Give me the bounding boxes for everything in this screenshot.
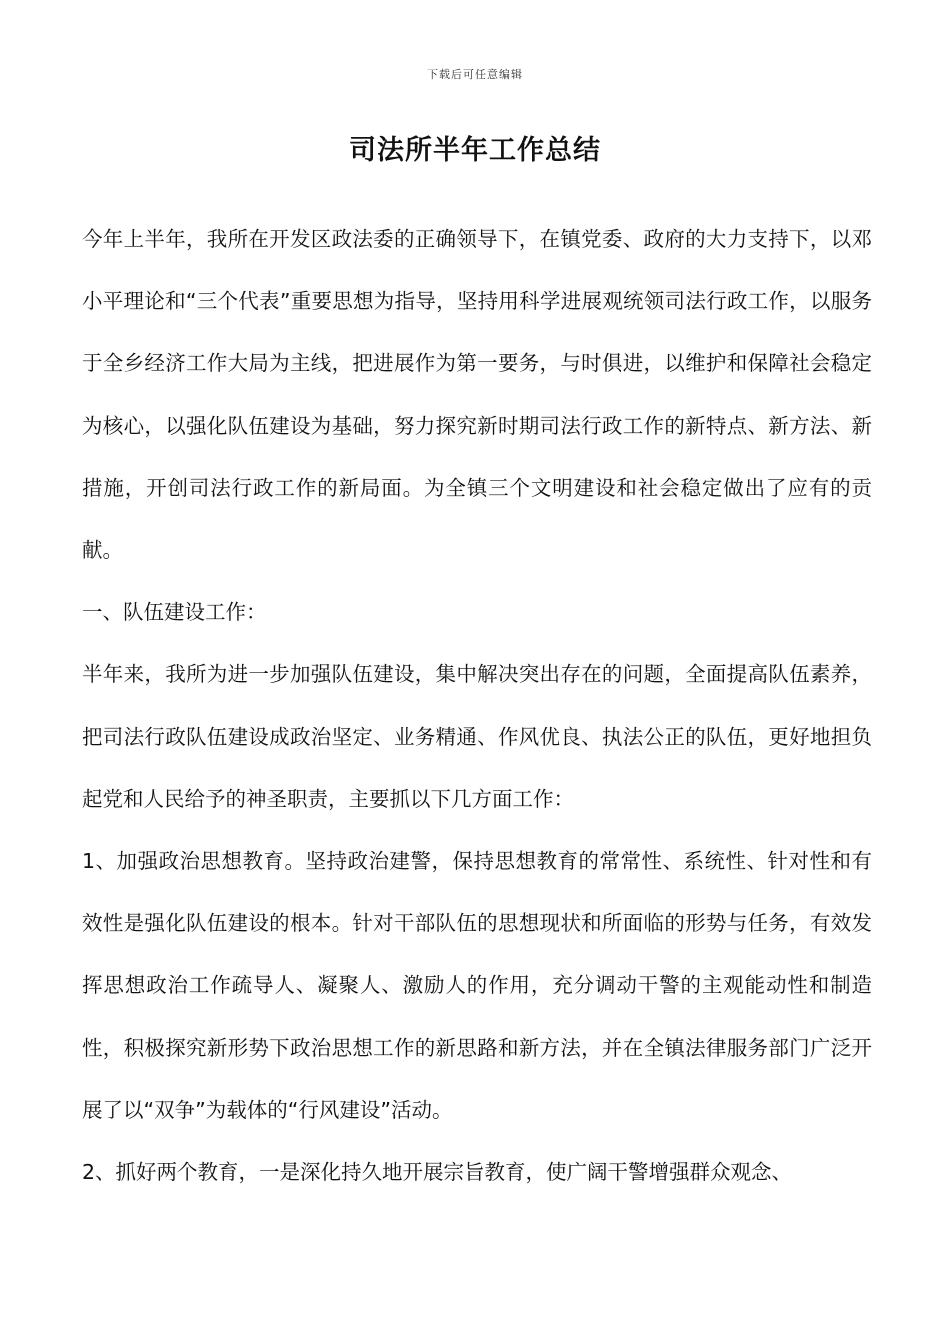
- header-note: 下载后可任意编辑: [427, 68, 523, 81]
- section-heading-team-building: 一、队伍建设工作：: [82, 600, 267, 625]
- paragraph-item-2: 2、抓好两个教育，一是深化持久地开展宗旨教育，使广阔干警增强群众观念、: [82, 1160, 793, 1185]
- paragraph-intro: 今年上半年，我所在开发区政法委的正确领导下，在镇党委、政府的大力支持下，以邓小平理论和“三个代表”重要思想为指导，坚持用科学进展观统领司法行政工作，以服务于全乡经济工作大局为主线，把进展作为第一要务，与时俱进，以维护和保障社会稳定为核心，以强化队伍建设为基础，努力探究新时期司法行政工作的新特点、新方法、新措施，开创司法行政工作的新局面。为全镇三个文明建设和社会稳定做出了应有的贡献。: [82, 227, 872, 563]
- paragraph-team-building: 半年来，我所为进一步加强队伍建设，集中解决突出存在的问题，全面提高队伍素养，把司法行政队伍建设成政治坚定、业务精通、作风优良、执法公正的队伍，更好地担负起党和人民给予的神圣职责，主要抓以下几方面工作：: [82, 662, 872, 811]
- paragraph-item-1: 1、加强政治思想教育。坚持政治建警，保持思想教育的常常性、系统性、针对性和有效性是强化队伍建设的根本。针对干部队伍的思想现状和所面临的形势与任务，有效发挥思想政治工作疏导人、凝聚人、激励人的作用，充分调动干警的主观能动性和制造性，积极探究新形势下政治思想工作的新思路和新方法，并在全镇法律服务部门广泛开展了以“双争”为载体的“行风建设”活动。: [82, 849, 872, 1122]
- document-body: [82, 208, 872, 1203]
- document-title: 司法所半年工作总结: [349, 135, 601, 166]
